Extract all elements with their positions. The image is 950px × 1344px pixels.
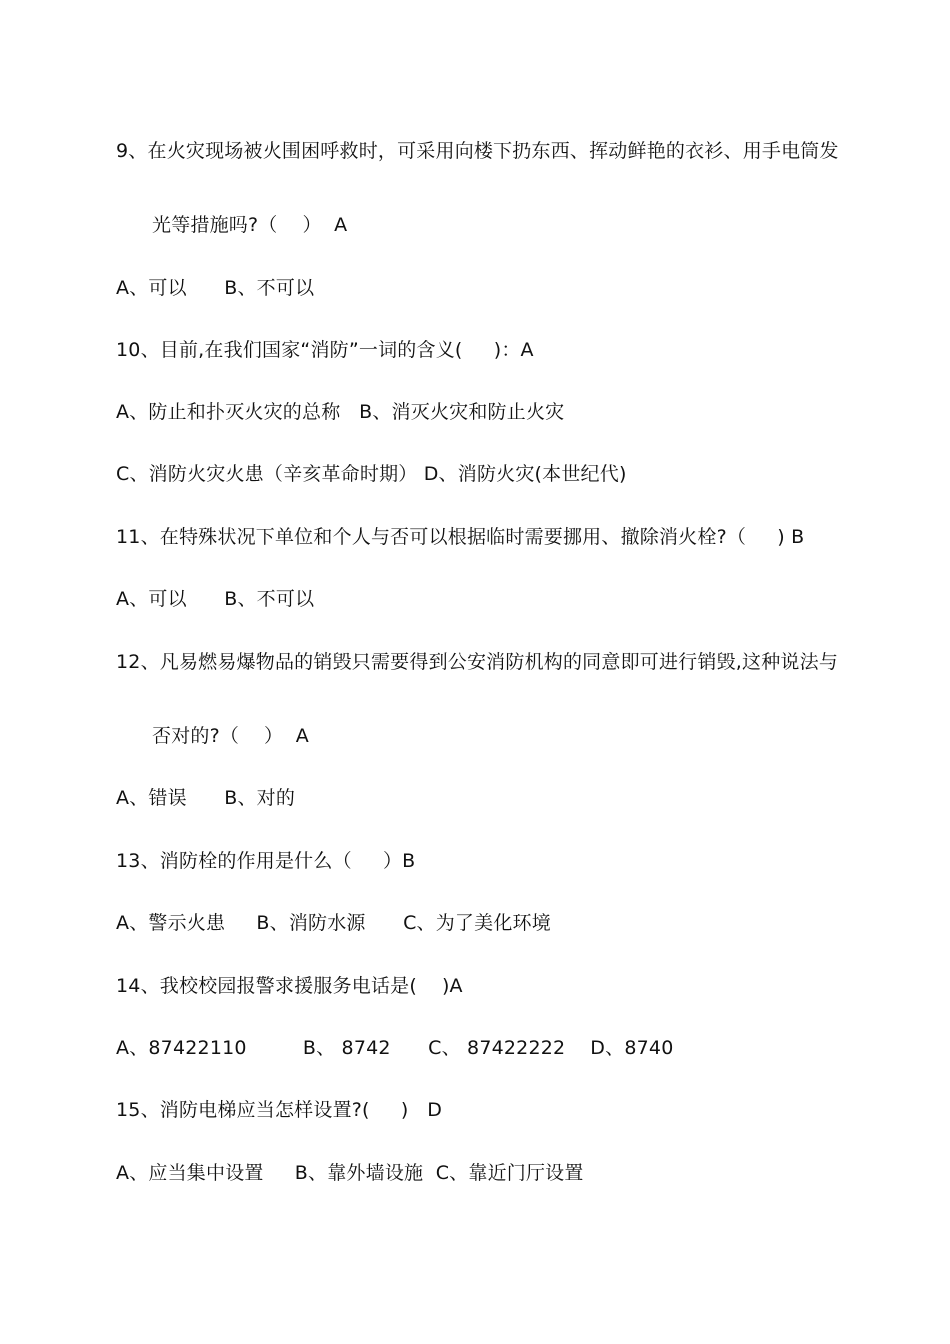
question-14-options: A、87422110 B、 8742 C、 87422222 D、8740 (116, 1037, 674, 1059)
question-10-options-ab: A、防止和扑灭火灾的总称 B、消灭火灾和防止火灾 (116, 401, 565, 423)
question-9-text-line2: 光等措施吗?（ ） A (152, 214, 348, 236)
question-13-options: A、警示火患 B、消防水源 C、为了美化环境 (116, 912, 551, 934)
question-12-text-line2: 否对的?（ ） A (152, 725, 309, 747)
question-12-text-line1: 12、凡易燃易爆物品的销毁只需要得到公安消防机构的同意即可进行销毁,这种说法与 (116, 651, 839, 673)
question-15-options: A、应当集中设置 B、靠外墙设施 C、靠近门厅设置 (116, 1162, 584, 1184)
question-9-text-line1: 9、在火灾现场被火围困呼救时，可采用向楼下扔东西、挥动鲜艳的衣衫、用手电筒发 (116, 140, 839, 162)
question-11-options: A、可以 B、不可以 (116, 588, 315, 610)
question-13-text: 13、消防栓的作用是什么（ ）B (116, 850, 416, 872)
question-14-text: 14、我校校园报警求援服务电话是( )A (116, 975, 463, 997)
question-10-options-cd: C、消防火灾火患（辛亥革命时期） D、消防火灾(本世纪代) (116, 463, 627, 485)
question-9-options: A、可以 B、不可以 (116, 277, 315, 299)
question-12-options: A、错误 B、对的 (116, 787, 296, 809)
question-11-text: 11、在特殊状况下单位和个人与否可以根据临时需要挪用、撤除消火栓?（ ) B (116, 526, 805, 548)
question-15-text: 15、消防电梯应当怎样设置?( ) D (116, 1099, 443, 1121)
question-10-text: 10、目前,在我们国家“消防”一词的含义( )：A (116, 339, 534, 361)
